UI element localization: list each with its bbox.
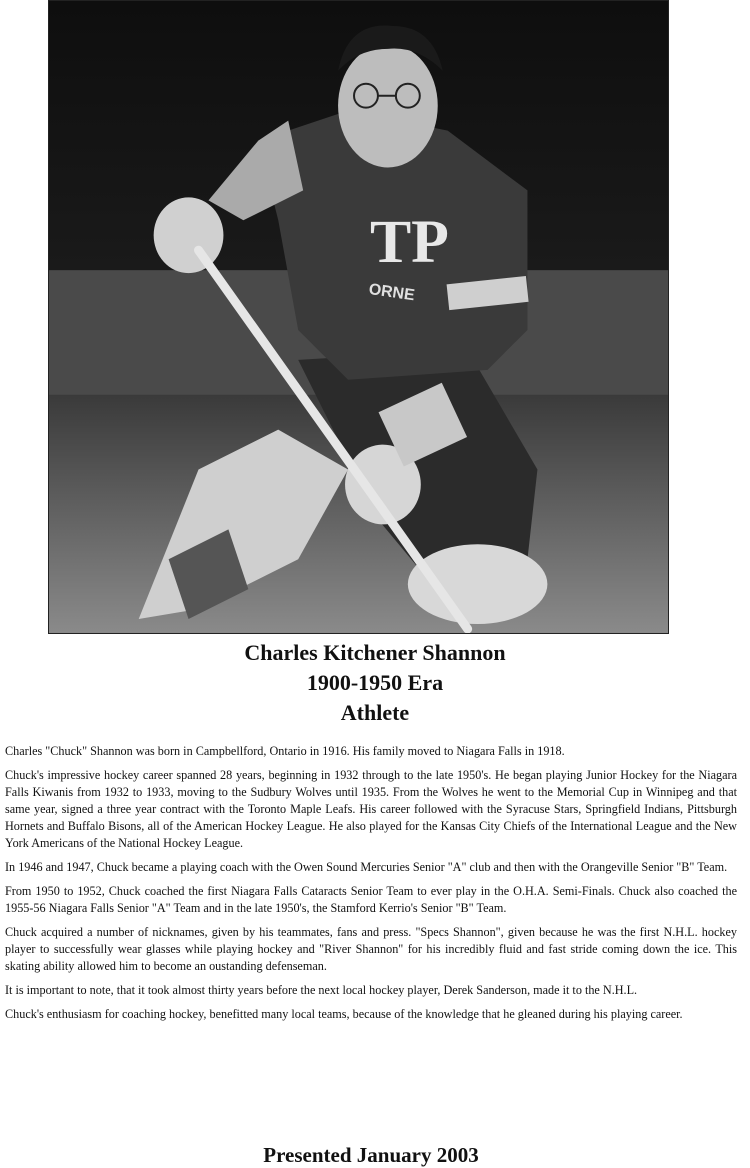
bio-paragraph: In 1946 and 1947, Chuck became a playing coach with the Owen Sound Mercuries Senior "A" club and then with the Orangeville Senior "B" Team. xyxy=(5,860,728,874)
jersey-word: ORNE xyxy=(367,281,416,305)
jersey-crest: TP xyxy=(369,208,449,277)
biography xyxy=(5,743,737,1030)
bio-paragraph: Charles "Chuck" Shannon was born in Campbellford, Ontario in 1916. His family moved to Niagara Falls in 1918. xyxy=(5,744,565,758)
honoree-name: Charles Kitchener Shannon xyxy=(244,640,506,665)
category-heading: Athlete xyxy=(340,700,410,725)
bio-paragraph: Chuck's impressive hockey career spanned 28 years, beginning in 1932 through to the late 1950's. He began playing Junior Hockey for the Niagara Falls Kiwanis from 1932 to 1933, moving to the Sudbury Wolves until 1935. From the Wolves he went to the Memorial Cup in Winnipeg and that same year, signed a three year contract with the Toronto Maple Leafs. His career followed with the Syracuse Stars, Springfield Indians, Pittsburgh Hornets and Buffalo Bisons, all of the American Hockey League. He also played for the Kansas City Chiefs of the International League and the New York Americans of the National Hockey League. xyxy=(5,768,737,850)
presented-date: Presented January 2003 xyxy=(263,1143,479,1167)
bio-paragraph: Chuck acquired a number of nicknames, given by his teammates, fans and press. "Specs Shannon", given because he was the first N.H.L. hockey player to successfully wear glasses while playing hockey and "River Shannon" for his incredibly fluid and fast stride coming down the ice. This skating ability allowed him to become an oustanding defenseman. xyxy=(5,925,737,973)
bio-paragraph: It is important to note, that it took almost thirty years before the next local hockey player, Derek Sanderson, made it to the N.H.L. xyxy=(5,983,638,997)
era-heading: 1900-1950 Era xyxy=(306,670,444,695)
bio-paragraph: Chuck's enthusiasm for coaching hockey, benefitted many local teams, because of the knowledge that he gleaned during his playing career. xyxy=(5,1007,683,1021)
portrait-photo xyxy=(48,0,669,634)
bio-paragraph: From 1950 to 1952, Chuck coached the first Niagara Falls Cataracts Senior Team to ever play in the O.H.A. Semi-Finals. Chuck also coached the 1955-56 Niagara Falls Senior "A" Team and in the late 1950's, the Stamford Kerrio's Senior "B" Team. xyxy=(5,884,737,915)
